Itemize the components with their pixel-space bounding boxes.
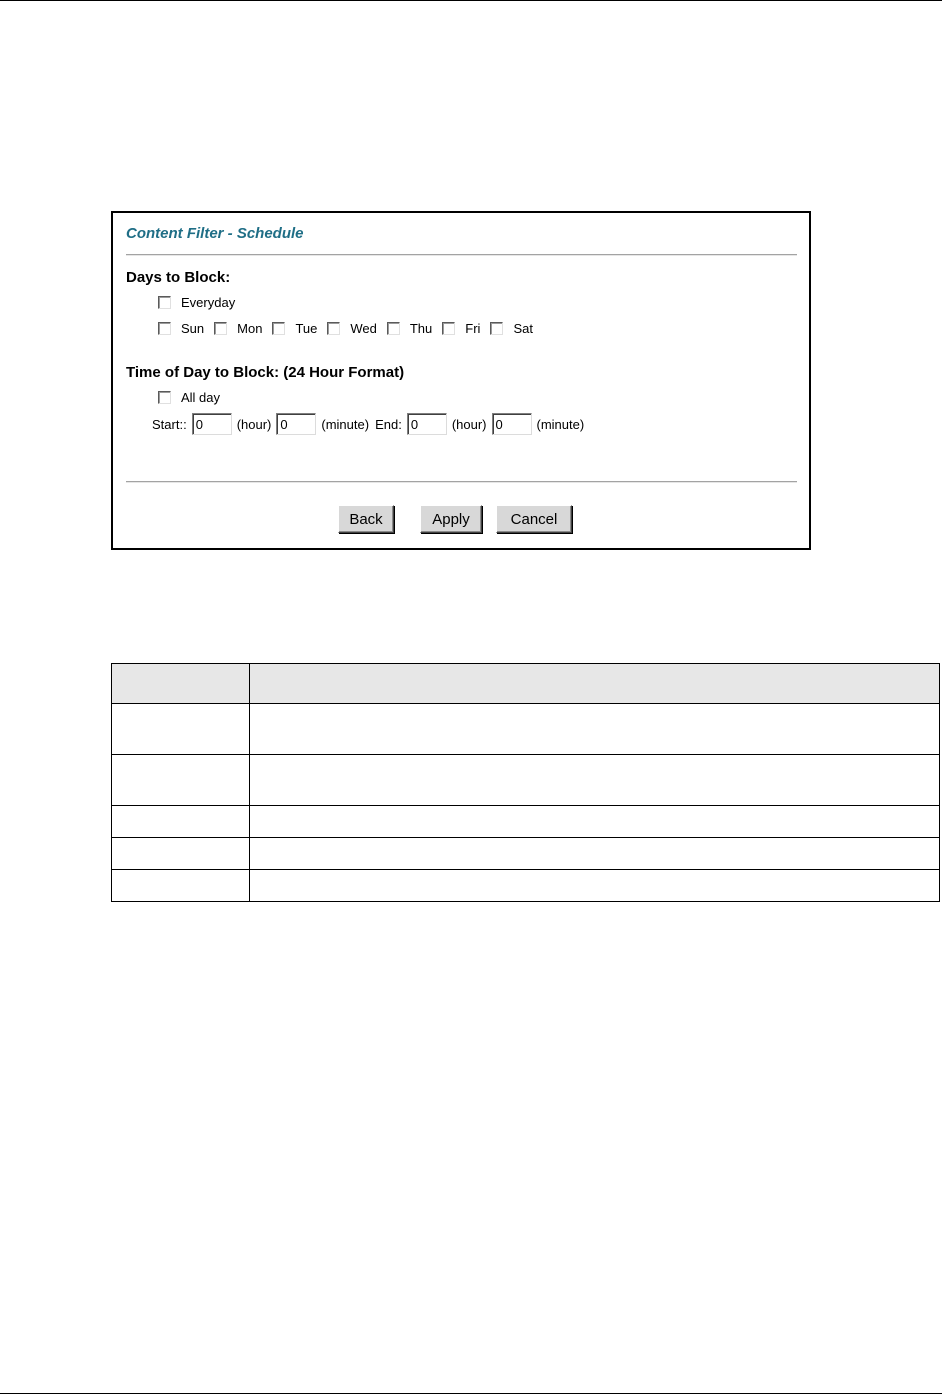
fri-label: Fri [465, 321, 481, 336]
page-header-rule [0, 0, 942, 1]
thu-label: Thu [409, 321, 433, 336]
apply-button[interactable]: Apply [420, 505, 482, 533]
sun-checkbox[interactable] [158, 322, 171, 335]
mon-label: Mon [237, 321, 263, 336]
everyday-checkbox[interactable] [158, 296, 171, 309]
sun-label: Sun [181, 321, 205, 336]
fri-checkbox[interactable] [442, 322, 455, 335]
wed-label: Wed [350, 321, 377, 336]
end-label: End: [375, 416, 402, 432]
start-minute-input[interactable] [276, 413, 316, 435]
panel-title: Content Filter - Schedule [126, 225, 304, 242]
table-cell [112, 806, 250, 838]
days-to-block-heading: Days to Block: [126, 269, 231, 286]
button-bar [113, 505, 809, 533]
all-day-checkbox[interactable] [158, 391, 171, 404]
sat-checkbox[interactable] [490, 322, 503, 335]
table-header-cell [250, 664, 940, 704]
table-cell [112, 704, 250, 755]
tue-checkbox[interactable] [272, 322, 285, 335]
page-footer-rule [0, 1393, 942, 1394]
table-cell [112, 870, 250, 902]
table-cell [250, 806, 940, 838]
table-header-row [112, 664, 940, 704]
table-cell [112, 755, 250, 806]
content-filter-schedule-panel [111, 211, 811, 550]
end-hour-input[interactable] [407, 413, 447, 435]
back-button[interactable]: Back [338, 505, 394, 533]
start-minute-unit: (minute) [321, 416, 370, 432]
all-day-label: All day [181, 390, 221, 405]
start-label: Start:: [152, 416, 187, 432]
end-hour-unit: (hour) [451, 416, 487, 432]
field-description-table [111, 663, 940, 902]
table-row [112, 755, 940, 806]
table-row [112, 806, 940, 838]
table-cell [250, 755, 940, 806]
table-row [112, 870, 940, 902]
start-hour-unit: (hour) [236, 416, 272, 432]
footer-divider [126, 481, 797, 483]
mon-checkbox[interactable] [214, 322, 227, 335]
time-range-row [152, 413, 586, 435]
table-header-cell [112, 664, 250, 704]
table-cell [250, 704, 940, 755]
table-cell [250, 838, 940, 870]
thu-checkbox[interactable] [387, 322, 400, 335]
start-hour-input[interactable] [192, 413, 232, 435]
time-of-day-heading: Time of Day to Block: (24 Hour Format) [126, 364, 405, 381]
sat-label: Sat [513, 321, 533, 336]
end-minute-input[interactable] [492, 413, 532, 435]
end-minute-unit: (minute) [536, 416, 585, 432]
table-cell [112, 838, 250, 870]
wed-checkbox[interactable] [327, 322, 340, 335]
title-divider [126, 254, 797, 256]
everyday-label: Everyday [181, 295, 236, 310]
everyday-option [158, 295, 245, 310]
all-day-option [158, 390, 230, 405]
table-row [112, 838, 940, 870]
tue-label: Tue [295, 321, 318, 336]
day-checkbox-group [158, 321, 543, 336]
cancel-button[interactable]: Cancel [496, 505, 572, 533]
table-cell [250, 870, 940, 902]
table-row [112, 704, 940, 755]
